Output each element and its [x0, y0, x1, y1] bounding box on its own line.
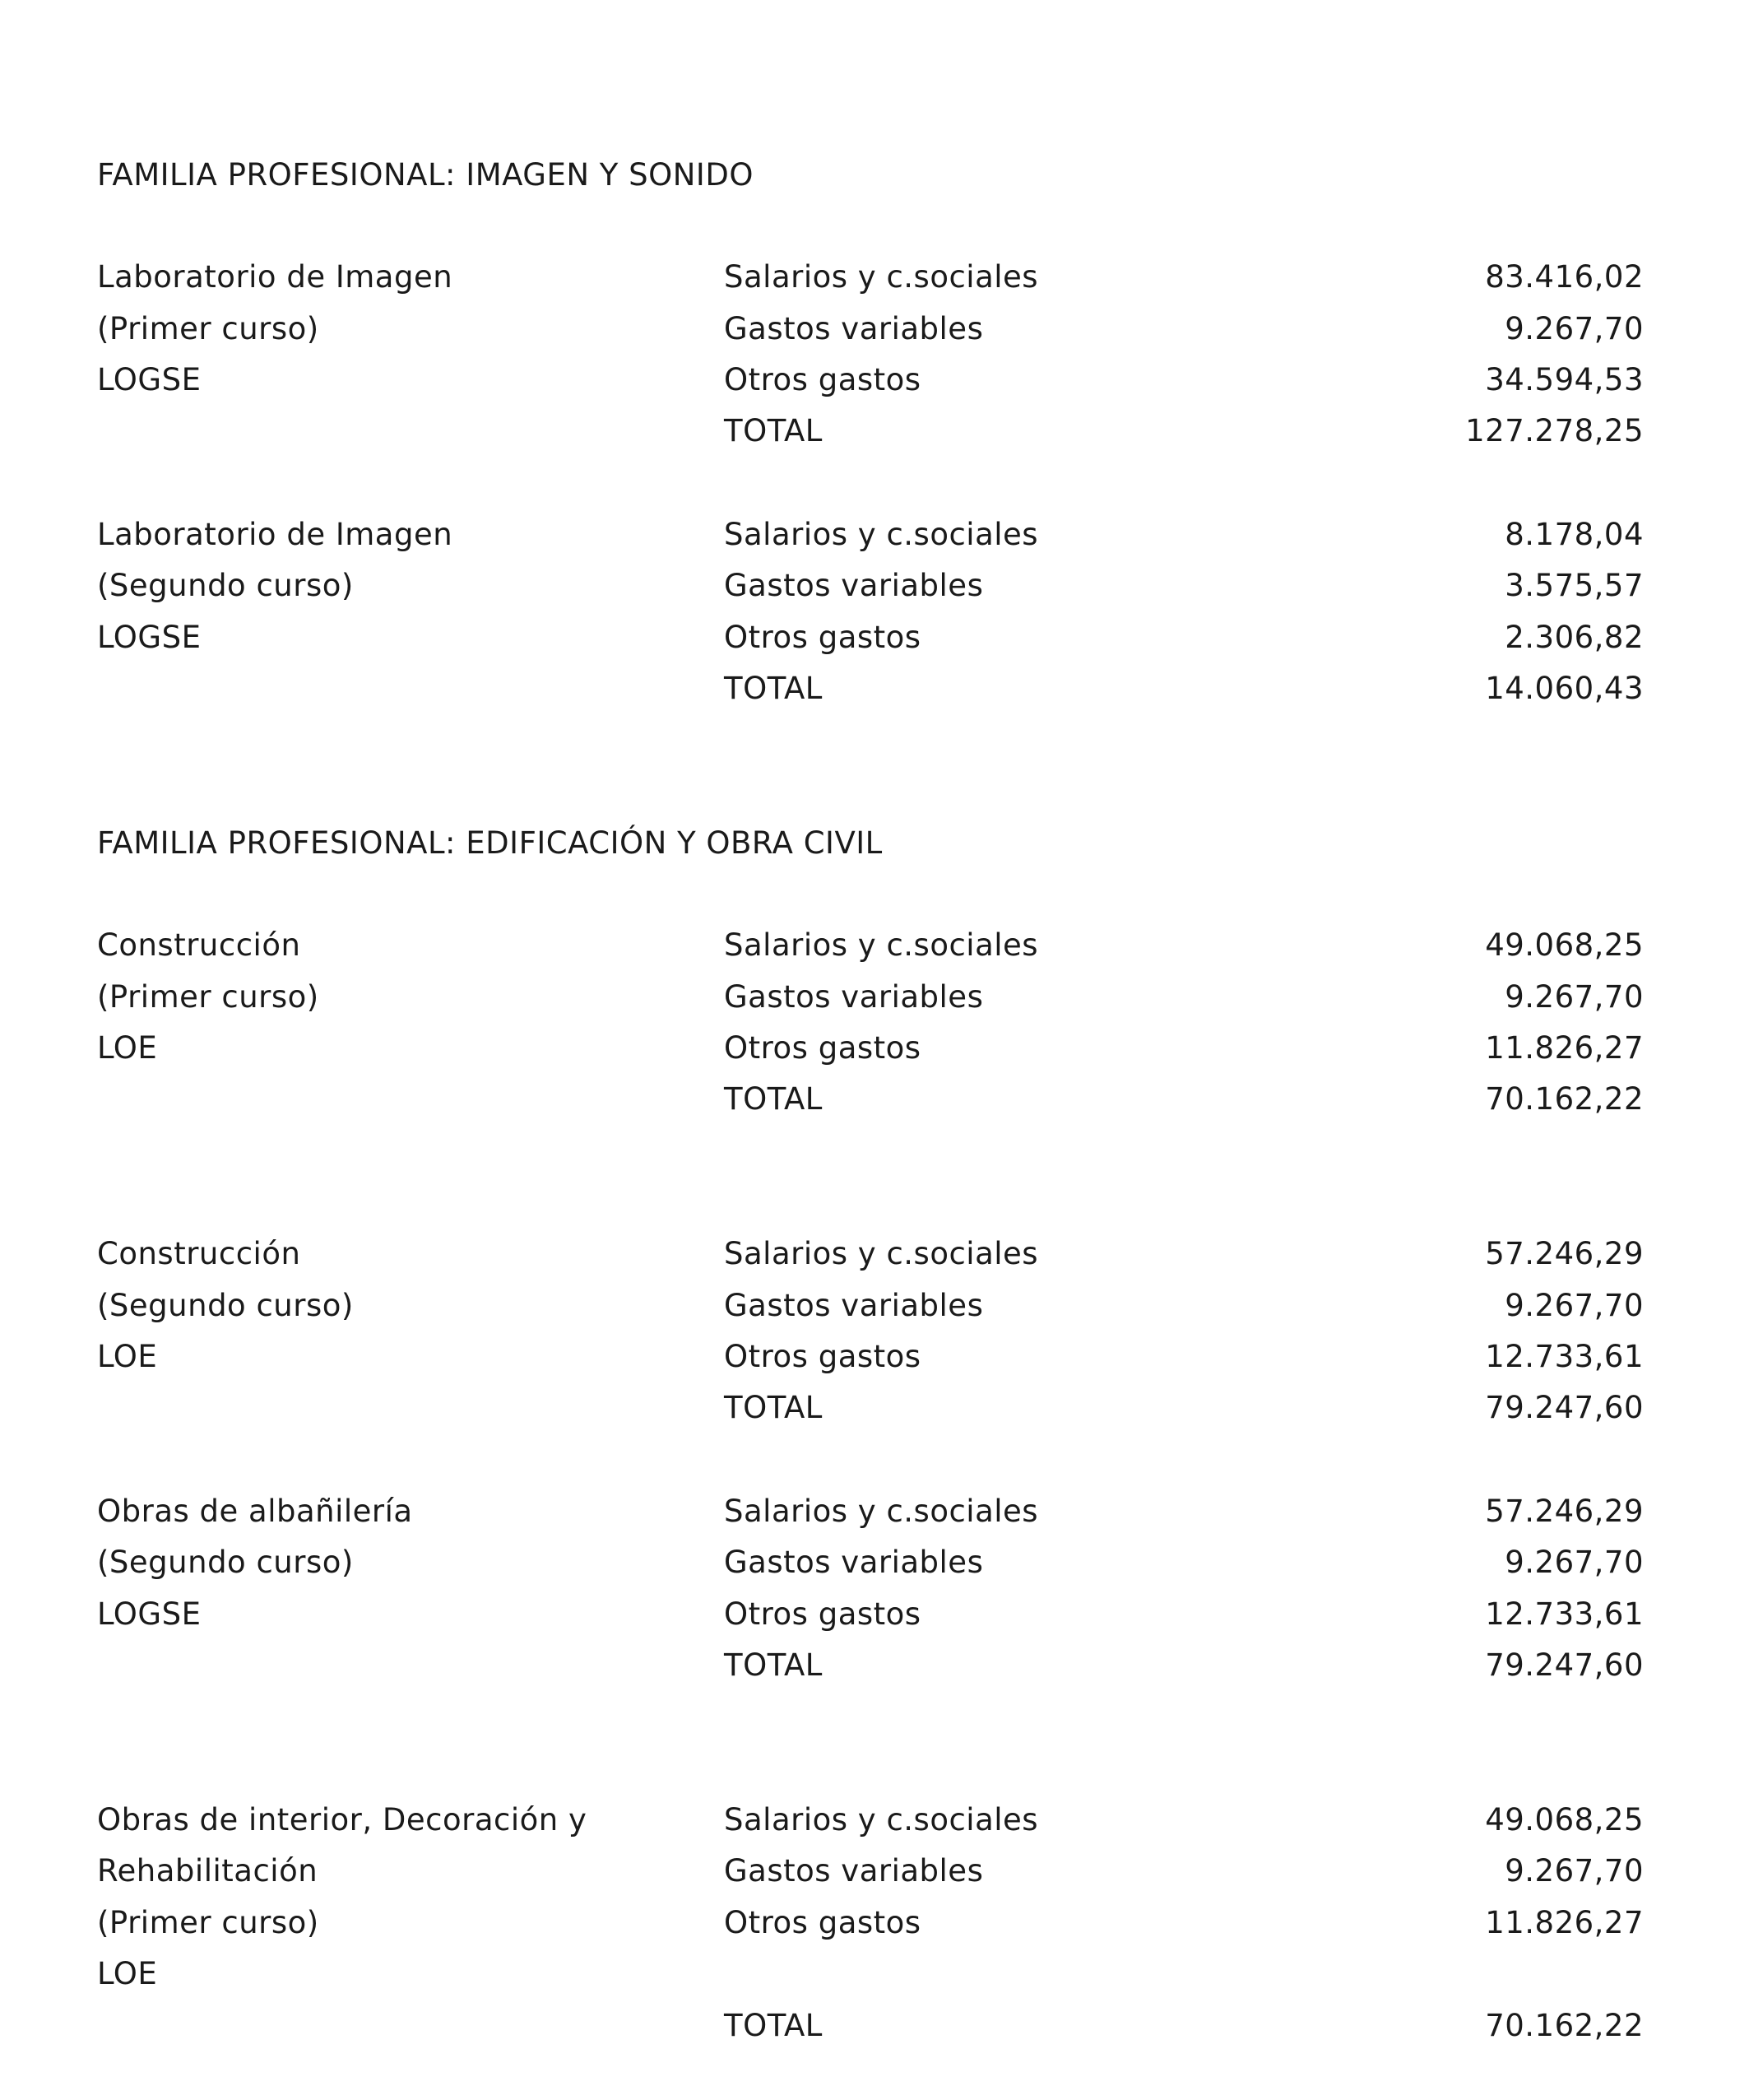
- total-label: TOTAL: [724, 413, 823, 448]
- cost-label: Otros gastos: [724, 1596, 921, 1632]
- course-law: LOE: [97, 1030, 158, 1066]
- cost-label: Gastos variables: [724, 979, 984, 1015]
- course-name: Construcción: [97, 1236, 301, 1271]
- total-label: TOTAL: [724, 1081, 823, 1117]
- cost-label: Otros gastos: [724, 620, 921, 655]
- cost-label: Otros gastos: [724, 1339, 921, 1374]
- total-value: 14.060,43: [1485, 671, 1644, 706]
- section-heading: FAMILIA PROFESIONAL: IMAGEN Y SONIDO: [97, 157, 754, 193]
- cost-value: 12.733,61: [1485, 1339, 1644, 1374]
- cost-label: Otros gastos: [724, 1030, 921, 1066]
- cost-value: 11.826,27: [1485, 1030, 1644, 1066]
- course-name: Laboratorio de Imagen: [97, 259, 453, 295]
- cost-value: 83.416,02: [1485, 259, 1644, 295]
- cost-label: Salarios y c.sociales: [724, 517, 1039, 552]
- cost-label: Otros gastos: [724, 1905, 921, 1940]
- total-label: TOTAL: [724, 1647, 823, 1683]
- cost-label: Salarios y c.sociales: [724, 1494, 1039, 1529]
- course-name-continued: Rehabilitación: [97, 1853, 318, 1889]
- cost-label: Salarios y c.sociales: [724, 1236, 1039, 1271]
- course-year: (Segundo curso): [97, 1545, 354, 1580]
- cost-value: 9.267,70: [1505, 1853, 1644, 1889]
- course-name: Construcción: [97, 927, 301, 963]
- total-value: 70.162,22: [1485, 2008, 1644, 2043]
- cost-label: Gastos variables: [724, 311, 984, 346]
- cost-value: 3.575,57: [1505, 568, 1644, 603]
- cost-label: Gastos variables: [724, 568, 984, 603]
- cost-label: Gastos variables: [724, 1288, 984, 1323]
- cost-label: Salarios y c.sociales: [724, 927, 1039, 963]
- total-label: TOTAL: [724, 671, 823, 706]
- course-name: Obras de albañilería: [97, 1494, 413, 1529]
- cost-value: 49.068,25: [1485, 927, 1644, 963]
- cost-value: 12.733,61: [1485, 1596, 1644, 1632]
- section-heading: FAMILIA PROFESIONAL: EDIFICACIÓN Y OBRA CIVIL: [97, 825, 883, 861]
- course-law: LOE: [97, 1956, 158, 1991]
- cost-value: 11.826,27: [1485, 1905, 1644, 1940]
- course-year: (Segundo curso): [97, 1288, 354, 1323]
- cost-value: 9.267,70: [1505, 311, 1644, 346]
- total-value: 79.247,60: [1485, 1390, 1644, 1425]
- course-law: LOE: [97, 1339, 158, 1374]
- total-value: 127.278,25: [1465, 413, 1644, 448]
- cost-value: 49.068,25: [1485, 1802, 1644, 1838]
- cost-value: 57.246,29: [1485, 1236, 1644, 1271]
- course-law: LOGSE: [97, 620, 202, 655]
- cost-label: Salarios y c.sociales: [724, 259, 1039, 295]
- total-value: 79.247,60: [1485, 1647, 1644, 1683]
- course-law: LOGSE: [97, 1596, 202, 1632]
- course-year: (Segundo curso): [97, 568, 354, 603]
- cost-value: 57.246,29: [1485, 1494, 1644, 1529]
- cost-value: 8.178,04: [1505, 517, 1644, 552]
- course-name: Laboratorio de Imagen: [97, 517, 453, 552]
- cost-value: 34.594,53: [1485, 362, 1644, 397]
- course-law: LOGSE: [97, 362, 202, 397]
- total-label: TOTAL: [724, 2008, 823, 2043]
- cost-label: Otros gastos: [724, 362, 921, 397]
- cost-label: Gastos variables: [724, 1545, 984, 1580]
- cost-value: 2.306,82: [1505, 620, 1644, 655]
- cost-label: Salarios y c.sociales: [724, 1802, 1039, 1838]
- course-year: (Primer curso): [97, 979, 319, 1015]
- cost-value: 9.267,70: [1505, 1288, 1644, 1323]
- total-value: 70.162,22: [1485, 1081, 1644, 1117]
- course-name: Obras de interior, Decoración y: [97, 1802, 587, 1838]
- course-year: (Primer curso): [97, 1905, 319, 1940]
- cost-label: Gastos variables: [724, 1853, 984, 1889]
- total-label: TOTAL: [724, 1390, 823, 1425]
- cost-value: 9.267,70: [1505, 1545, 1644, 1580]
- course-year: (Primer curso): [97, 311, 319, 346]
- cost-value: 9.267,70: [1505, 979, 1644, 1015]
